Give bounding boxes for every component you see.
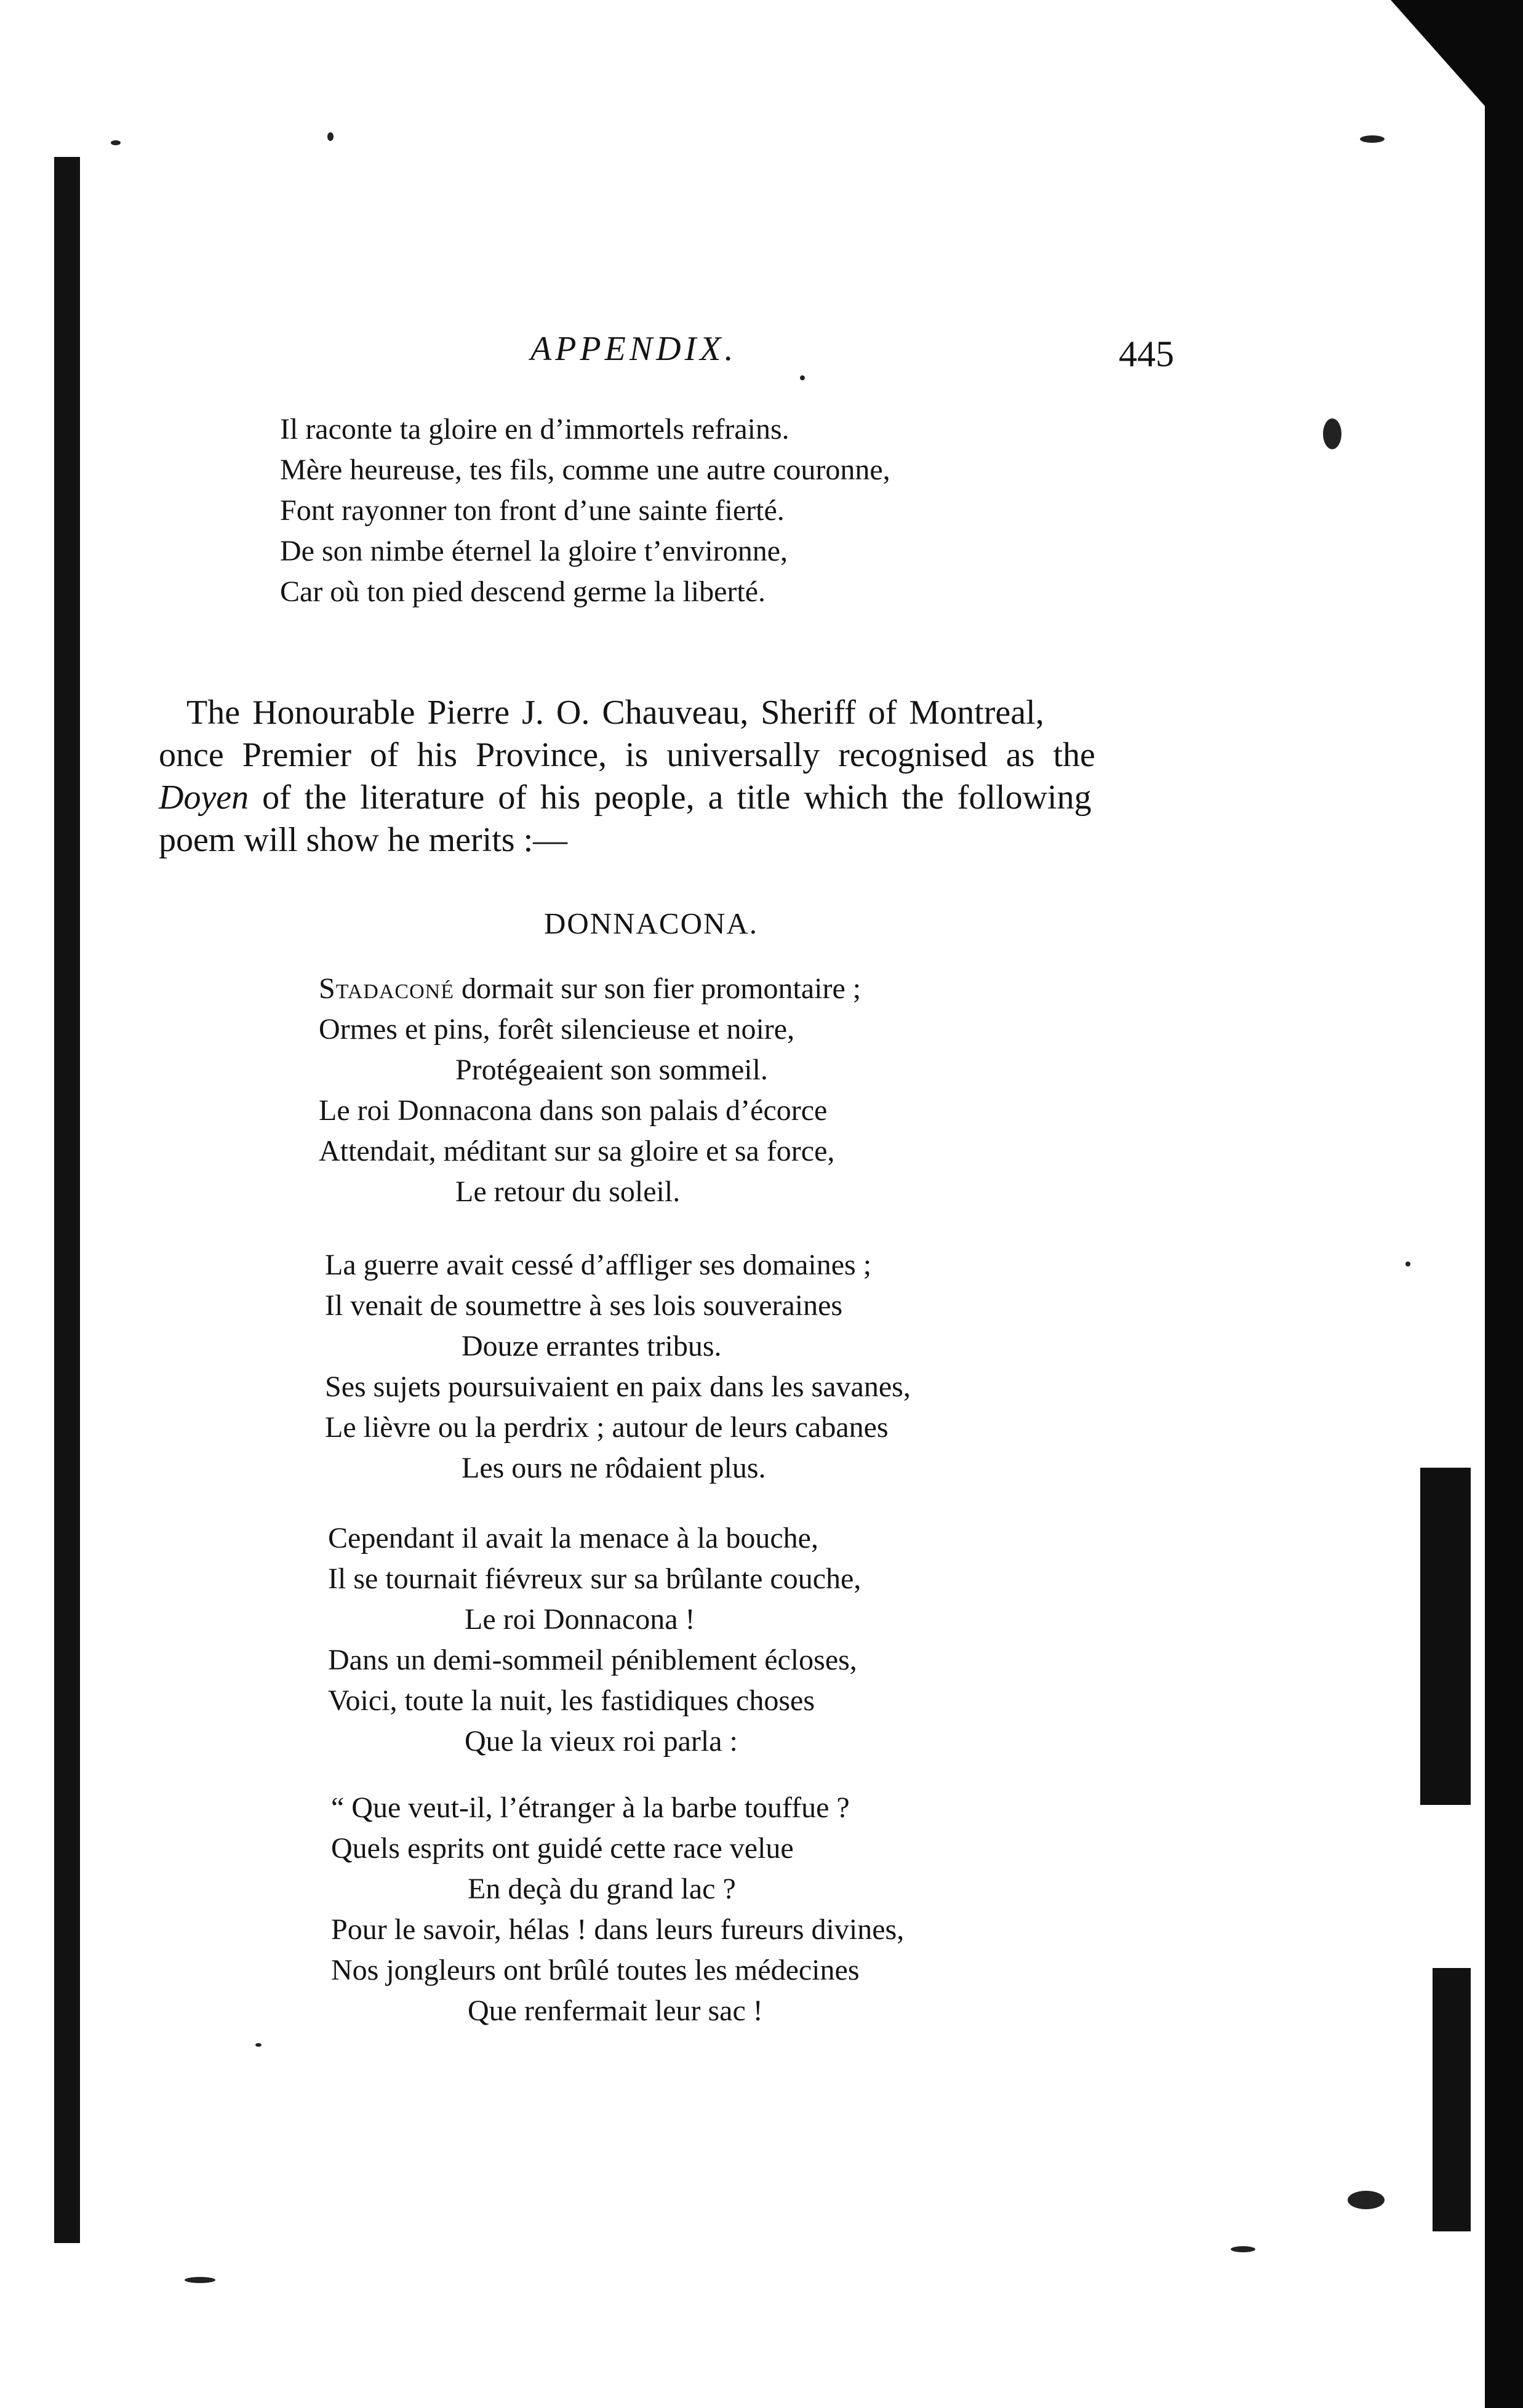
scan-speck bbox=[327, 132, 334, 141]
poem-stanza bbox=[319, 969, 861, 1212]
running-head: APPENDIX. bbox=[530, 330, 737, 368]
verse-line bbox=[319, 969, 861, 1009]
page-header bbox=[0, 329, 1523, 385]
verse-line: “ Que veut-il, l’étranger à la barbe touffue ? bbox=[331, 1791, 850, 1824]
scan-edge-left bbox=[54, 157, 80, 2243]
verse-line: De son nimbe éternel la gloire t’environne, bbox=[280, 535, 788, 567]
scan-speck bbox=[1231, 2246, 1255, 2252]
scan-speck bbox=[185, 2277, 215, 2283]
verse-line: Douze errantes tribus. bbox=[462, 1330, 722, 1362]
scan-edge-right-mark bbox=[1420, 1468, 1471, 1805]
verse-line: Que la vieux roi parla : bbox=[465, 1725, 738, 1758]
poem-stanza bbox=[328, 1518, 861, 1762]
scan-speck bbox=[255, 2043, 262, 2047]
prose-paragraph bbox=[159, 692, 1199, 862]
verse-line: Les ours ne rôdaient plus. bbox=[462, 1452, 766, 1484]
verse-line: Le roi Donnacona ! bbox=[465, 1603, 695, 1636]
poem-stanza bbox=[325, 1245, 911, 1489]
page-number: 445 bbox=[1119, 334, 1174, 374]
verse-line: Quels esprits ont guidé cette race velue bbox=[331, 1832, 794, 1865]
scan-edge-corner bbox=[1391, 0, 1523, 142]
prose-line: once Premier of his Province, is universally recognised as the bbox=[159, 736, 1095, 774]
verse-line: Pour le savoir, hélas ! dans leurs fureurs divines, bbox=[331, 1913, 905, 1946]
verse-line: Le lièvre ou la perdrix ; autour de leurs cabanes bbox=[325, 1411, 889, 1444]
verse-line: Il se tournait fiévreux sur sa brûlante couche, bbox=[328, 1562, 861, 1595]
verse-line: Le roi Donnacona dans son palais d’écorce bbox=[319, 1094, 828, 1127]
smallcaps-word: Stadaconé bbox=[319, 972, 454, 1005]
scan-speck bbox=[1360, 135, 1385, 143]
verse-line: Ormes et pins, forêt silencieuse et noire, bbox=[319, 1013, 795, 1046]
verse-line: Car où ton pied descend germe la liberté. bbox=[280, 575, 766, 608]
scan-speck bbox=[1323, 418, 1341, 449]
verse-line: Que renfermait leur sac ! bbox=[468, 1994, 763, 2027]
verse-line: Il venait de soumettre à ses lois souveraines bbox=[325, 1289, 843, 1322]
verse-line: Ses sujets poursuivaient en paix dans les savanes, bbox=[325, 1370, 911, 1403]
poem-title: DONNACONA. bbox=[544, 906, 759, 940]
prose-line bbox=[159, 777, 1199, 819]
italic-term: Doyen bbox=[159, 778, 249, 817]
verse-line: Dans un demi-sommeil péniblement écloses, bbox=[328, 1644, 857, 1676]
prose-line: poem will show he merits :— bbox=[159, 821, 568, 859]
verse-line: Cependant il avait la menace à la bouche, bbox=[328, 1522, 818, 1554]
verse-line: Le retour du soleil. bbox=[455, 1175, 681, 1208]
verse-line: La guerre avait cessé d’affliger ses domaines ; bbox=[325, 1249, 872, 1281]
scan-speck bbox=[1348, 2191, 1385, 2209]
verse-line: Font rayonner ton front d’une sainte fierté. bbox=[280, 494, 785, 527]
poem-stanza bbox=[331, 1788, 904, 2031]
verse-line: Mère heureuse, tes fils, comme une autre couronne, bbox=[280, 454, 890, 486]
scan-speck bbox=[111, 140, 121, 145]
prose-text: of the literature of his people, a title which the following bbox=[249, 778, 1092, 817]
verse-line: Il raconte ta gloire en d’immortels refrains. bbox=[280, 413, 789, 446]
verse-line: En deçà du grand lac ? bbox=[468, 1873, 736, 1905]
verse-line: Nos jongleurs ont brûlé toutes les médecines bbox=[331, 1954, 860, 1986]
scan-edge-right-mark bbox=[1433, 1968, 1471, 2231]
verse-line: Attendait, méditant sur sa gloire et sa force, bbox=[319, 1135, 835, 1167]
verse-text: dormait sur son fier promontaire ; bbox=[454, 972, 861, 1005]
scan-speck bbox=[1405, 1262, 1410, 1266]
prose-line: The Honourable Pierre J. O. Chauveau, Sheriff of Montreal, bbox=[186, 694, 1044, 732]
verse-line: Protégeaient son sommeil. bbox=[455, 1054, 768, 1086]
verse-line: Voici, toute la nuit, les fastidiques choses bbox=[328, 1684, 815, 1717]
intro-verse bbox=[280, 409, 890, 612]
